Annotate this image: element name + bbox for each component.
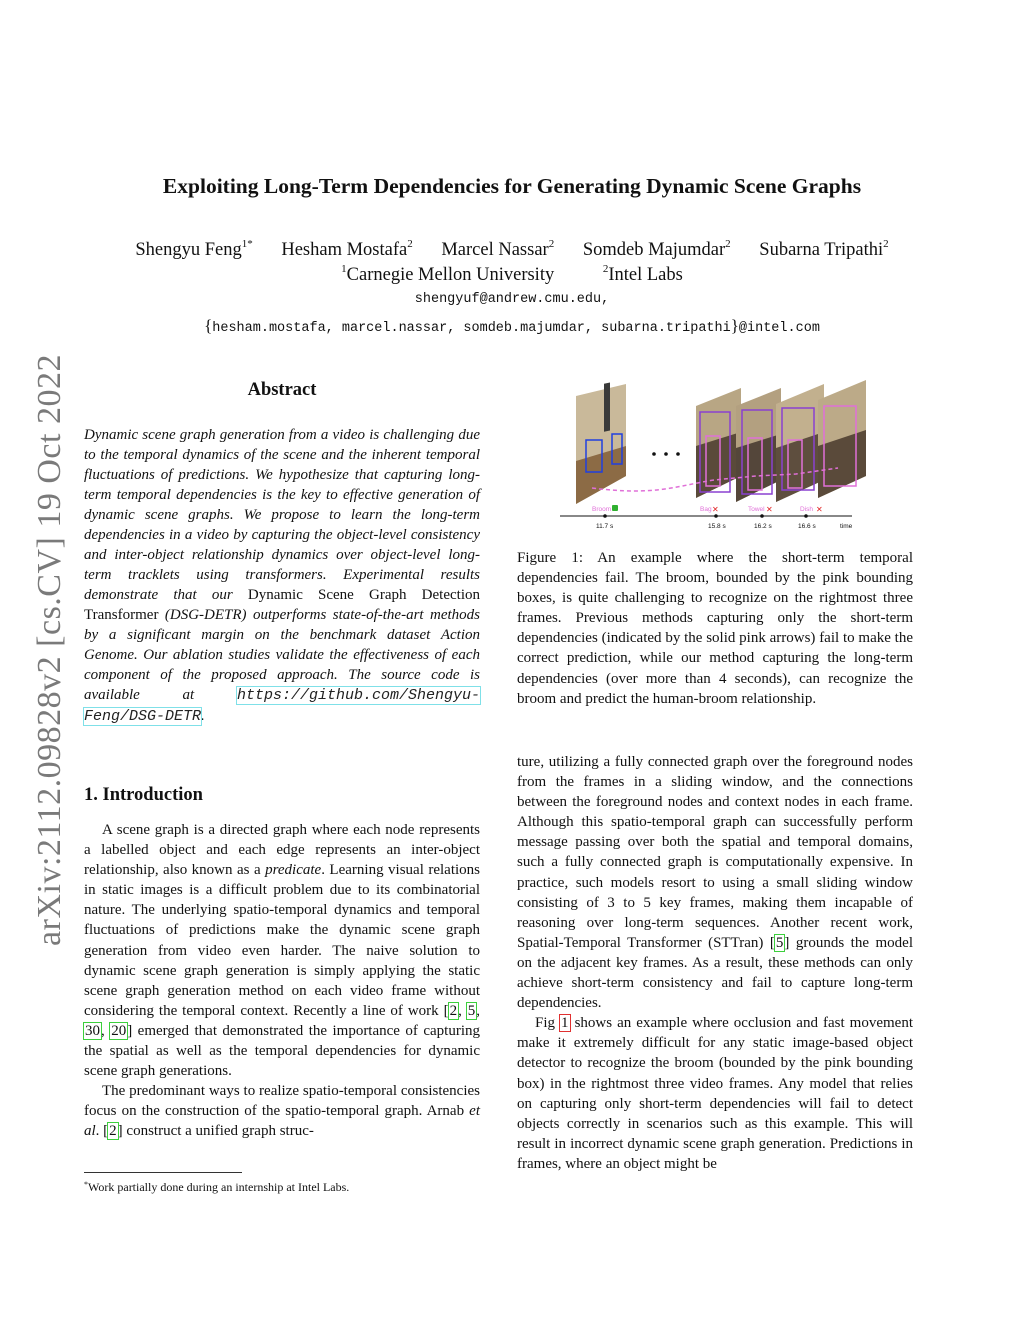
email-line-1: shengyuf@andrew.cmu.edu, [414, 292, 610, 307]
time-label: 16.2 s [754, 523, 772, 530]
video-frame [736, 388, 781, 502]
video-frame [576, 383, 626, 504]
affiliation: $^1$Carnegie Mellon University [341, 263, 555, 285]
right-column-text [517, 752, 913, 1174]
author: Hesham Mostafa$^2$ [281, 238, 413, 260]
figure-label: Towel [748, 506, 765, 513]
axis-label: time [840, 523, 853, 530]
author-list [0, 240, 1024, 261]
paragraph: Fig 1 shows an example where occlusion and fast movement make it extremely difficult for any static image-based object detector to recognize the broom (bounded by the pink bounding box) in the rightmost three video frames. Any model that relies on capturing only short-term dependencies will fail to detect objects correctly in scenarios such as this example. This will result in incorrect dynamic scene graph generation. Predictions in frames, where an object might be [517, 1015, 913, 1172]
paragraph: ture, utilizing a fully connected graph over the foreground nodes from the frames in a sliding window, and the connections between the foreground nodes and context nodes in each frame. Although this spatio-temporal graph can successfully perform message passing over both the spatial and temporal domains, such a fully connected graph is computationally expensive. In practice, such models resort to using a small sliding window consisting of 3 to 5 key frames, making them incapable of reasoning over long-term sequences. Another recent work, Spatial-Temporal Transformer (STTran) [5] grounds the model on the adjacent key frames. As a result, these methods can only achieve short-term consistency and fail to capture long-term dependencies. [517, 754, 913, 1012]
svg-text:✕: ✕ [816, 505, 823, 514]
video-frame [818, 380, 866, 498]
citation-link[interactable]: 5 [467, 1002, 476, 1019]
footnote: *Work partially done during an internship at Intel Labs. [84, 1180, 350, 1194]
svg-text:✕: ✕ [712, 505, 719, 514]
time-label: 16.6 s [798, 523, 816, 530]
paragraph: A scene graph is a directed graph where each node represents a labelled object and each edge represents an inter-object relationship, also known as a predicate. Learning visual relations in static images is a difficult problem due to its combinatorial nature. The underlying spatio-temporal dynamics and temporal fluctuations of predictions make the dynamic scene graph generation from video even harder. The naive solution to dynamic scene graph generation is simply applying the static scene graph generation method on each video frame without considering the temporal context. Recently a line of work [2, 5, 30, 20] emerged that demonstrated the importance of capturing the spatial as well as the temporal dependencies for dynamic scene graph generations. [84, 822, 481, 1080]
figure-label: Dish [800, 506, 814, 513]
intro-heading: 1. Introduction [84, 785, 203, 805]
paper-title: Exploiting Long-Term Dependencies for Generating Dynamic Scene Graphs [162, 174, 862, 198]
affiliation: $^2$Intel Labs [602, 263, 683, 285]
figure-label: Broom [592, 506, 612, 513]
time-label: 11.7 s [596, 523, 614, 530]
abstract-text: Dynamic scene graph generation from a video is challenging due to the temporal dynamics of the scene and the inherent temporal fluctuations of predictions. We hypothesize that capturing long-term temporal dependencies is the key to effective generation of dynamic scene graphs. We propose to learn the long-term dependencies in a video by capturing the object-level consistency and inter-object relationship dynamics over object-level long-term tracklets using transformers. Experimental results demonstrate that our Dynamic Scene Graph Detection Transformer (DSG-DETR) outperforms state-of-the-art methods by a significant margin on the benchmark dataset Action Genome. Our ablation studies validate the effectiveness of each component of the proposed approach. The source code is available at https://github.com/Shengyu-Feng/DSG-DETR. [84, 427, 481, 725]
author: Marcel Nassar$^2$ [441, 238, 555, 260]
author: Somdeb Majumdar$^2$ [582, 238, 731, 260]
arxiv-id: arXiv:2112.09828v2 [cs.CV] 19 Oct 2022 [31, 354, 68, 946]
left-column-text [84, 820, 480, 1142]
github-link[interactable]: https://github.com/Shengyu-Feng/DSG-DETR [84, 687, 480, 725]
email-line-2: {hesham.mostafa, marcel.nassar, somdeb.majumdar, subarna.tripathi}@intel.com [204, 316, 820, 336]
paragraph: The predominant ways to realize spatio-temporal consistencies focus on the construction of the spatio-temporal graph. Arnab et al. [2] construct a unified graph struc- [84, 1083, 480, 1140]
figure-label: Bag [700, 506, 712, 513]
figure-ref-link[interactable]: 1 [561, 1015, 569, 1032]
time-label: 15.8 s [708, 523, 726, 530]
video-frame [776, 384, 824, 502]
citation-link[interactable]: 2 [109, 1123, 117, 1140]
figure-1-image [556, 376, 876, 532]
citation-link[interactable]: 20 [111, 1022, 127, 1039]
citation-link[interactable]: 5 [775, 934, 784, 951]
citation-link[interactable]: 2 [449, 1002, 458, 1019]
citation-link[interactable]: 30 [85, 1022, 100, 1039]
figure-1-caption: Figure 1: An example where the short-term temporal dependencies fail. The broom, bounded by the pink bounding boxes, is quite challenging to recognize on the rightmost three frames. Previous methods capturing only the short-term dependencies (indicated by the solid pink arrows) fail to make the correct prediction, while our method capturing the long-term dependencies (over more than 4 seconds), can recognize the broom and predict the human-broom relationship. [517, 550, 913, 707]
affiliation-list [0, 265, 1024, 286]
author: Subarna Tripathi$^2$ [759, 238, 889, 260]
author: Shengyu Feng$^{1*}$ [135, 238, 253, 260]
abstract-heading: Abstract [247, 380, 317, 400]
video-frame [696, 388, 741, 498]
svg-text:✕: ✕ [766, 505, 773, 514]
footnote-rule [84, 1172, 242, 1173]
